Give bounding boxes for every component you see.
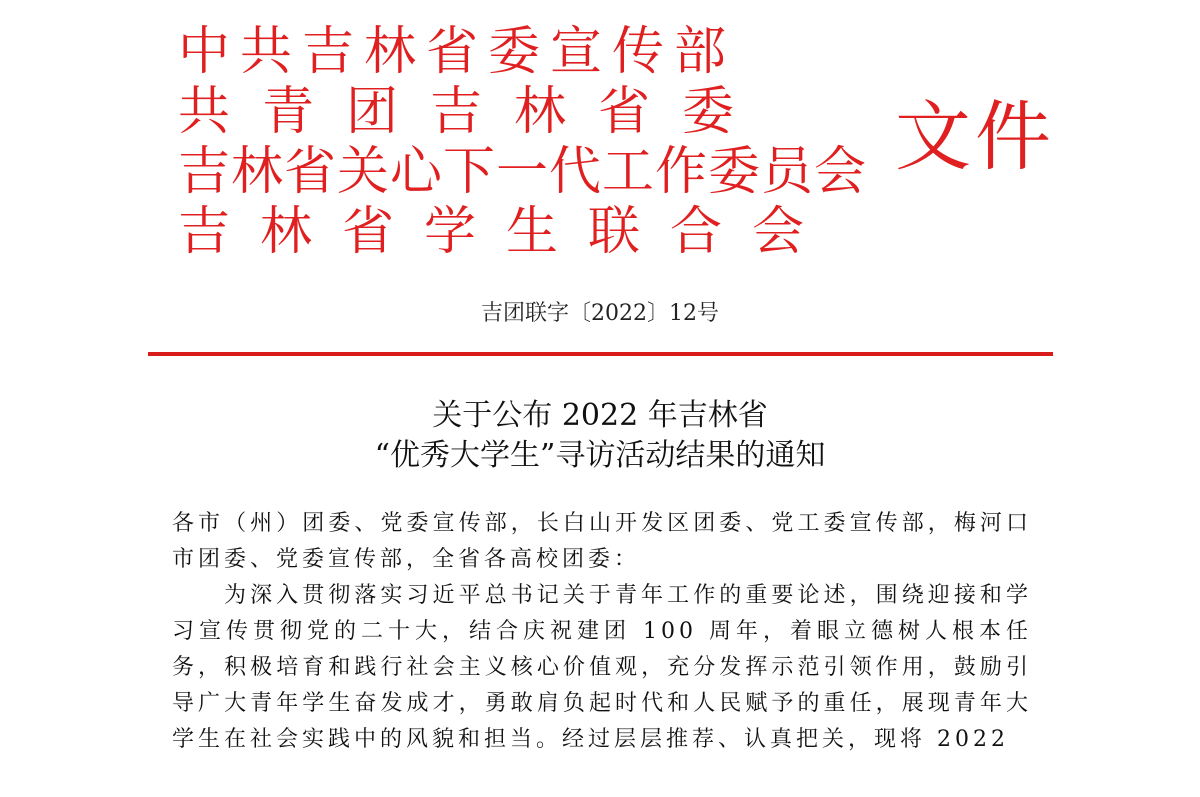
issuer-block <box>178 22 868 262</box>
title-line-1: 关于公布 2022 年吉林省 <box>432 398 768 433</box>
red-divider-rule <box>148 352 1053 356</box>
issuer-line-student-federation: 吉林省学生联合会 <box>178 202 835 262</box>
issuer-line-youth-league: 共青团吉林省委 <box>178 82 767 142</box>
document-body <box>172 506 1032 758</box>
document-title <box>0 396 1200 476</box>
document-number: 吉团联字〔2022〕12号 <box>481 301 719 326</box>
title-line-2: “优秀大学生”寻访活动结果的通知 <box>374 438 826 473</box>
body-paragraph: 为深入贯彻落实习近平总书记关于青年工作的重要论述，围绕迎接和学习宣传贯彻党的二十大，结合庆祝建团 100 周年，着眼立德树人根本任务，积极培育和践行社会主义核心价值观，充分发挥示范引领作用，鼓励引导广大青年学生奋发成才，勇敢肩负起时代和人民赋予的重任，展现青年大学生在社会实践中的风貌和担当。经过层层推荐、认真把关，现将 2022 <box>172 583 1032 752</box>
salutation: 各市（州）团委、党委宣传部，长白山开发区团委、党工委宣传部，梅河口市团委、党委宣传部，全省各高校团委： <box>172 511 1032 572</box>
issuer-line-next-generation-committee: 吉林省关心下一代工作委员会 <box>178 142 868 202</box>
document-label: 文件 <box>895 92 1055 181</box>
issuer-line-propaganda-dept: 中共吉林省委宣传部 <box>178 22 737 82</box>
